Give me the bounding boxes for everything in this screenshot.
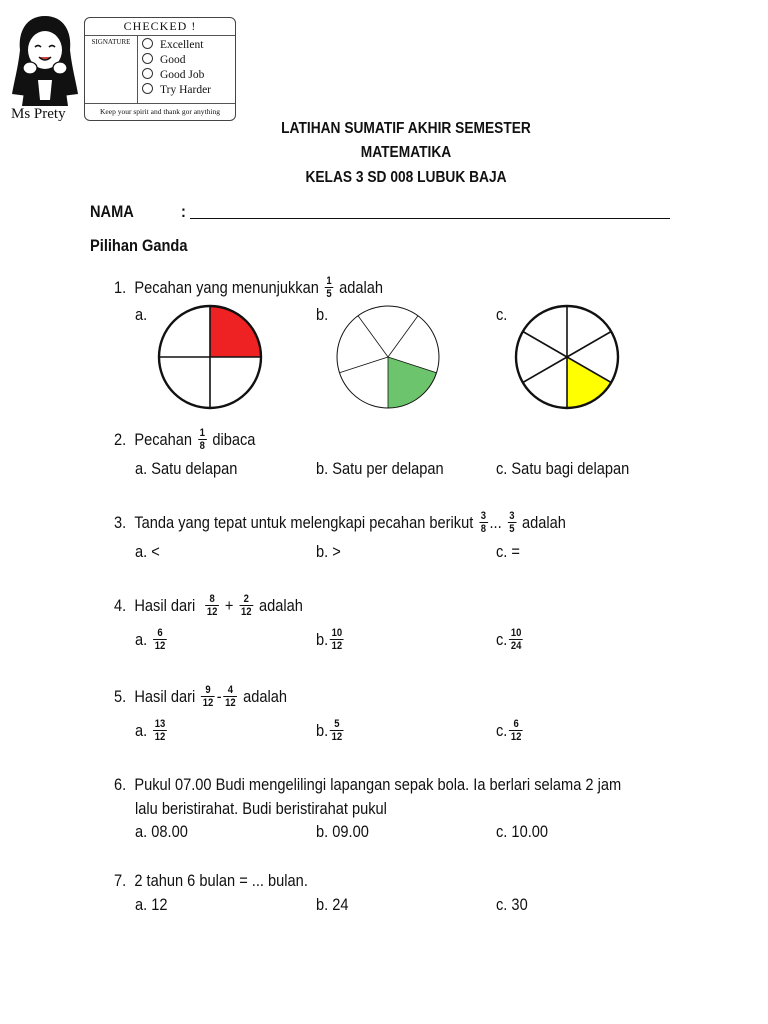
question-3: 3. Tanda yang tepat untuk melengkapi pecahan berikut $\frac{3}{8}$ ... $\frac{3}{5}$ adalah xyxy=(114,510,566,535)
doc-title: LATIHAN SUMATIF AKHIR SEMESTER xyxy=(281,120,531,137)
question-4: 4. Hasil dari $\frac{8}{12}$ + $\frac{2}{12}$ adalah xyxy=(114,593,303,618)
doc-class: KELAS 3 SD 008 LUBUK BAJA xyxy=(305,169,507,186)
option-7c[interactable]: c. 30 xyxy=(496,895,528,914)
pie-a[interactable] xyxy=(155,302,265,412)
option-7b[interactable]: b. 24 xyxy=(316,895,349,914)
logo-caption: Ms Prety xyxy=(11,106,66,122)
fraction: $\frac{4}{12}$ xyxy=(225,684,236,709)
name-input-line[interactable] xyxy=(190,218,670,219)
option-5b[interactable]: b. $\frac{5}{12}$ xyxy=(316,718,343,743)
fraction: $\frac{10}{24}$ xyxy=(510,627,522,652)
question-6-line2: lalu beristirahat. Budi beristirahat pukul xyxy=(135,799,387,818)
option-1b-label[interactable]: b. xyxy=(316,305,329,324)
option-6c[interactable]: c. 10.00 xyxy=(496,822,549,841)
radio-circle-icon[interactable] xyxy=(142,53,153,64)
pie-divider xyxy=(358,316,388,357)
signature-label: SIGNATURE xyxy=(85,35,138,103)
pie-divider xyxy=(339,357,388,373)
fraction: $\frac{1}{8}$ xyxy=(199,427,205,452)
option-1a-label[interactable]: a. xyxy=(135,305,148,324)
fraction: $\frac{13}{12}$ xyxy=(154,718,166,743)
radio-circle-icon[interactable] xyxy=(142,68,153,79)
pie-chart-sixths xyxy=(516,306,618,408)
option-try-harder[interactable]: Try Harder xyxy=(142,83,211,98)
section-title: Pilihan Ganda xyxy=(90,236,188,255)
fraction: $\frac{3}{5}$ xyxy=(509,510,515,535)
radio-circle-icon[interactable] xyxy=(142,38,153,49)
question-6: 6. Pukul 07.00 Budi mengelilingi lapangan sepak bola. Ia berlari selama 2 jam xyxy=(114,775,622,794)
checked-box xyxy=(84,17,236,121)
question-5: 5. Hasil dari $\frac{9}{12}$ - $\frac{4}{12}$ adalah xyxy=(114,684,288,709)
checked-title: CHECKED ! xyxy=(85,18,235,36)
pie-divider xyxy=(567,332,611,358)
shaded-slice xyxy=(567,357,611,408)
option-3a[interactable]: a. < xyxy=(135,542,160,561)
pie-divider xyxy=(523,332,567,358)
fraction: $\frac{8}{12}$ xyxy=(206,593,218,618)
option-good[interactable]: Good xyxy=(142,53,186,68)
question-2: 2. Pecahan $\frac{1}{8}$ dibaca xyxy=(114,427,256,452)
pie-chart-fifths xyxy=(337,306,439,408)
radio-circle-icon[interactable] xyxy=(142,83,153,94)
fraction: $\frac{10}{12}$ xyxy=(331,627,343,652)
fraction: $\frac{6}{12}$ xyxy=(154,627,166,652)
pie-divider xyxy=(523,357,567,383)
option-good-job[interactable]: Good Job xyxy=(142,68,204,83)
option-6b[interactable]: b. 09.00 xyxy=(316,822,369,841)
name-label: NAMA xyxy=(90,202,134,221)
fraction: $\frac{9}{12}$ xyxy=(202,684,214,709)
option-6a[interactable]: a. 08.00 xyxy=(135,822,188,841)
name-colon: : xyxy=(181,202,186,221)
pie-c[interactable] xyxy=(512,302,622,412)
checked-footer: Keep your spirit and thank gor anything xyxy=(85,103,235,120)
pie-chart-quarters xyxy=(159,306,261,408)
question-7: 7. 2 tahun 6 bulan = ... bulan. xyxy=(114,871,308,890)
option-2b[interactable]: b. Satu per delapan xyxy=(316,459,444,478)
logo xyxy=(8,10,83,125)
option-5c[interactable]: c. $\frac{6}{12}$ xyxy=(496,718,522,743)
option-5a[interactable]: a. $\frac{13}{12}$ xyxy=(135,718,166,743)
option-4c[interactable]: c. $\frac{10}{24}$ xyxy=(496,627,522,652)
fraction: $\frac{5}{12}$ xyxy=(331,718,343,743)
fraction: $\frac{3}{8}$ xyxy=(480,510,487,535)
option-4b[interactable]: b. $\frac{10}{12}$ xyxy=(316,627,343,652)
doc-subject: MATEMATIKA xyxy=(360,144,452,161)
fraction: $\frac{1}{5}$ xyxy=(326,275,332,300)
option-2a[interactable]: a. Satu delapan xyxy=(135,459,238,478)
option-7a[interactable]: a. 12 xyxy=(135,895,168,914)
option-1c-label[interactable]: c. xyxy=(496,305,508,324)
option-excellent[interactable]: Excellent xyxy=(142,38,203,53)
option-2c[interactable]: c. Satu bagi delapan xyxy=(496,459,630,478)
option-4a[interactable]: a. $\frac{6}{12}$ xyxy=(135,627,166,652)
fraction: $\frac{2}{12}$ xyxy=(240,593,252,618)
pie-b[interactable] xyxy=(333,302,443,412)
hijab-girl-illustration xyxy=(8,10,83,108)
option-3c[interactable]: c. = xyxy=(496,542,520,561)
option-3b[interactable]: b. > xyxy=(316,542,341,561)
question-1: 1. Pecahan yang menunjukkan $\frac{1}{5}$ adalah xyxy=(114,275,384,300)
fraction: $\frac{6}{12}$ xyxy=(510,718,522,743)
pie-divider xyxy=(388,316,418,357)
